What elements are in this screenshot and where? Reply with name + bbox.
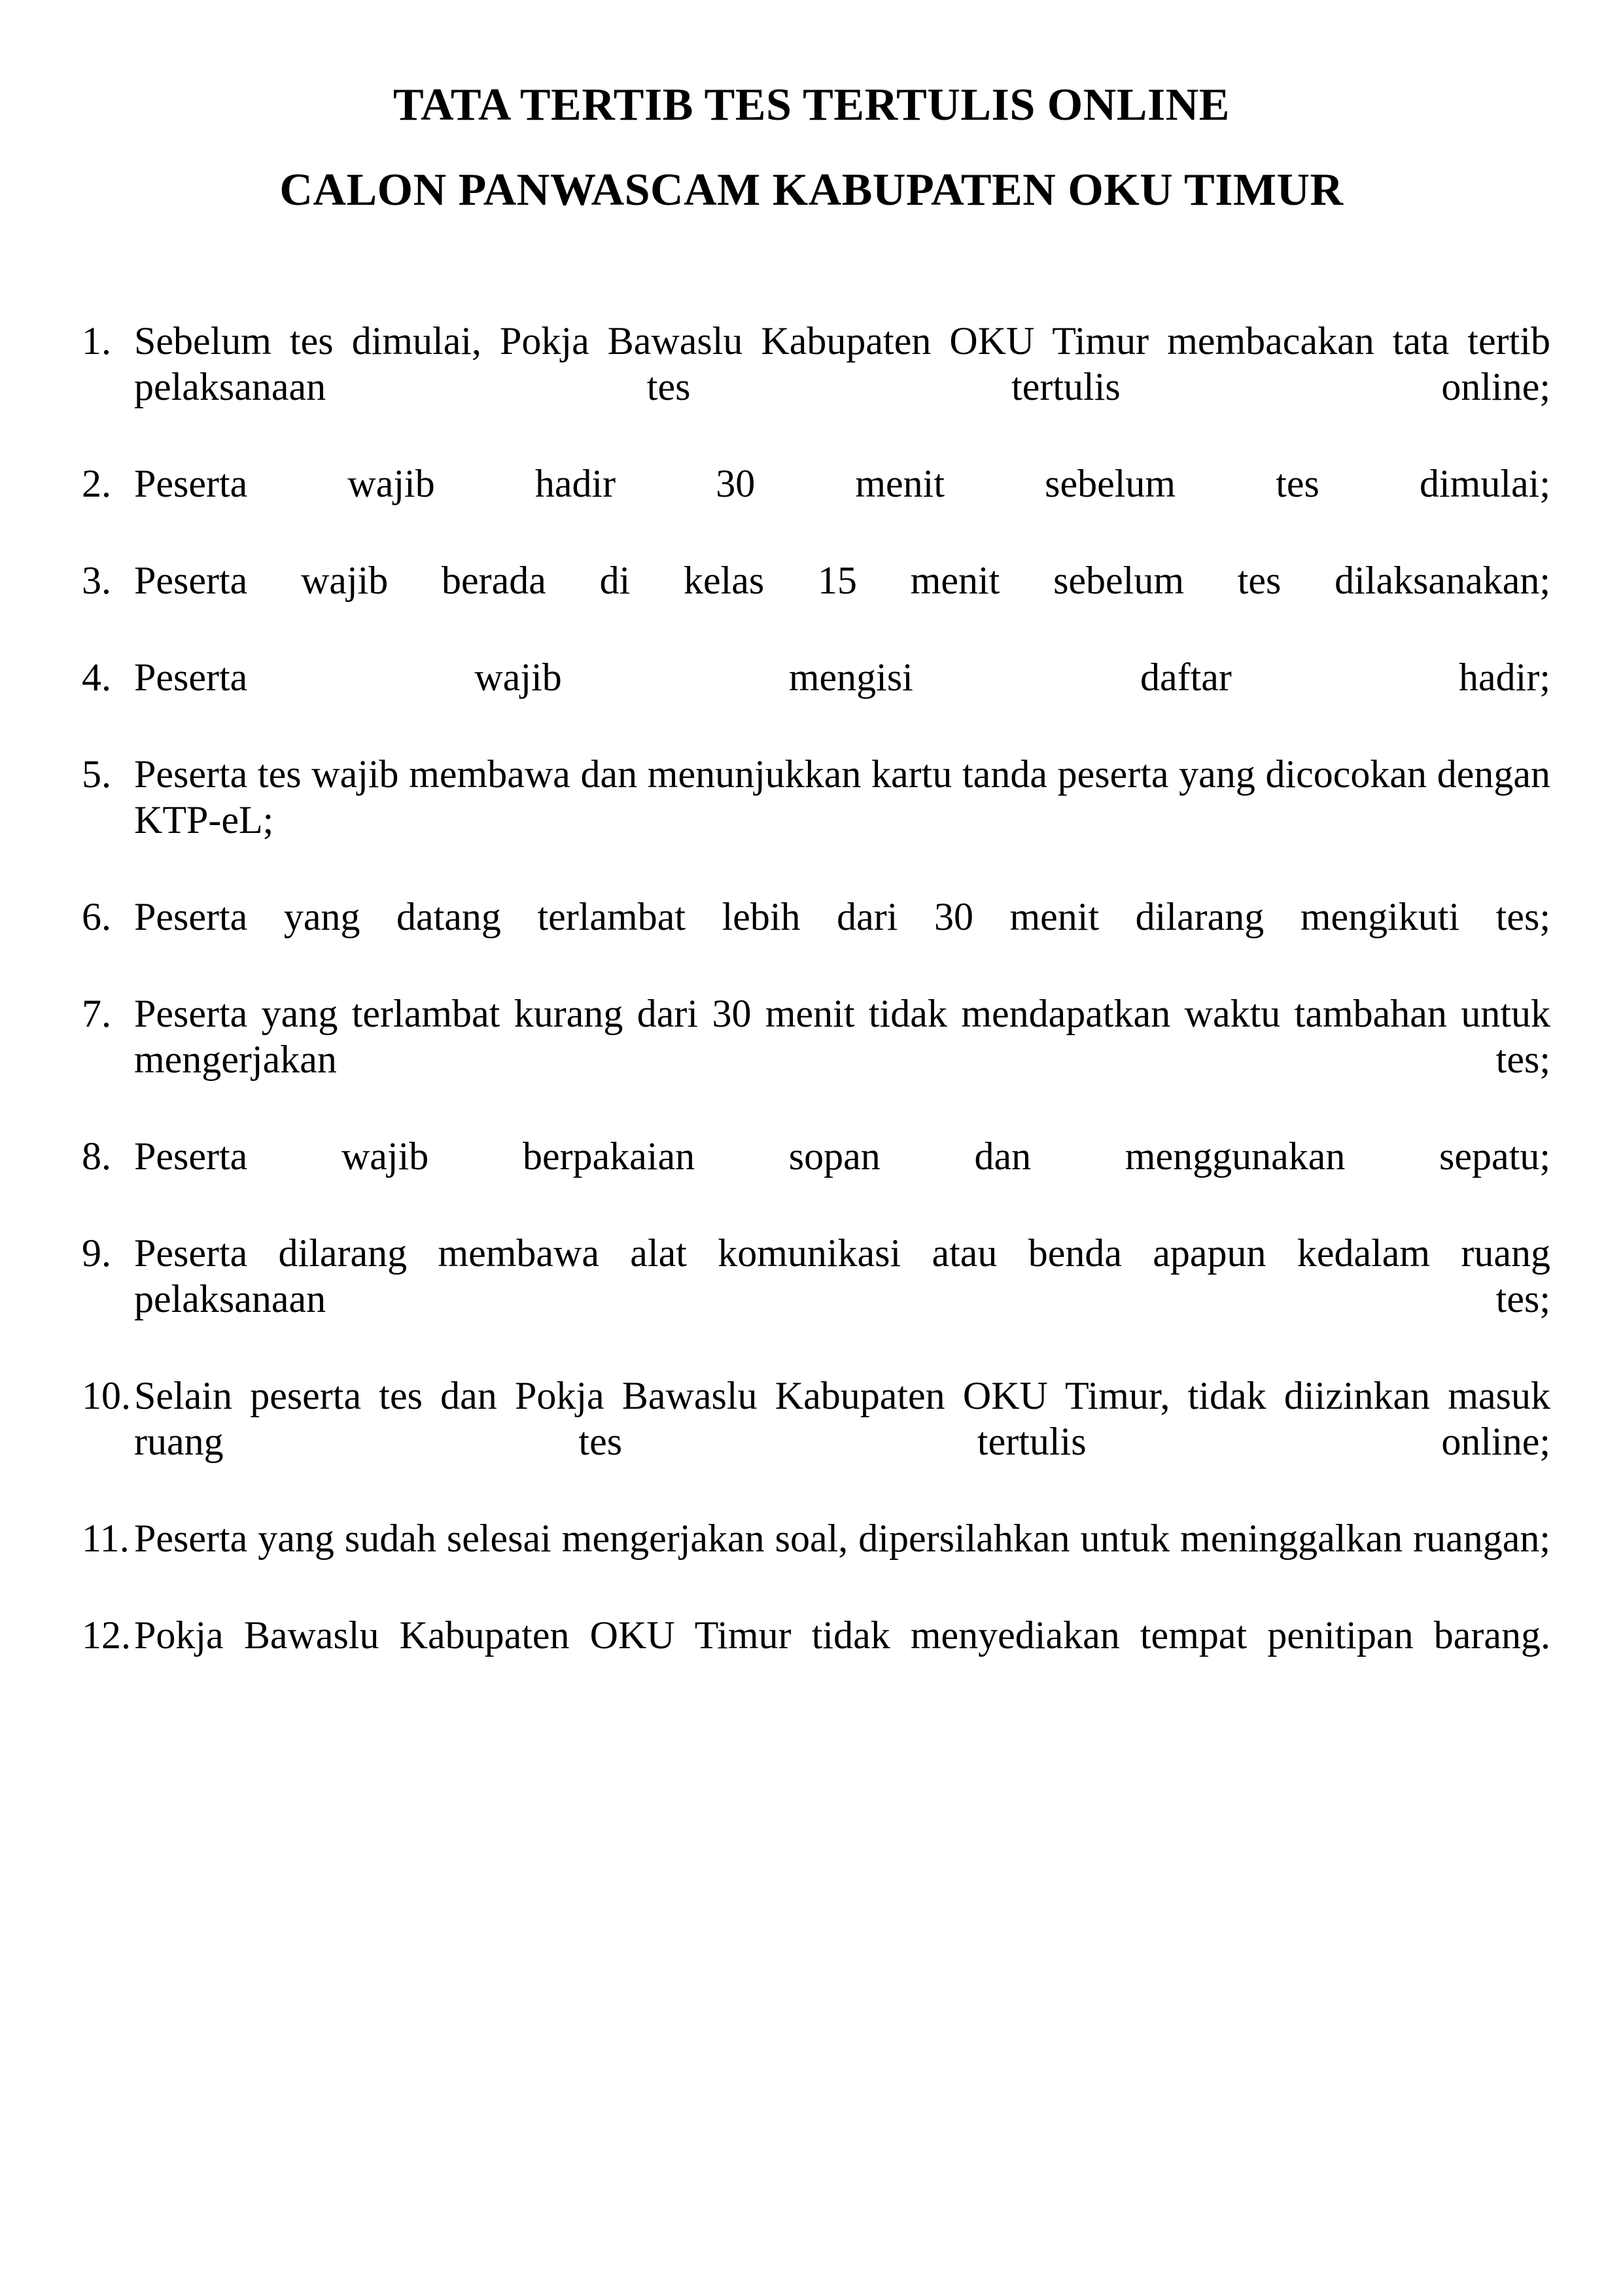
rule-text: Peserta wajib mengisi daftar hadir; <box>134 656 1550 699</box>
rule-number: 5. <box>82 752 111 796</box>
rule-item <box>82 557 1550 649</box>
rule-text: Peserta dilarang membawa alat komunikasi atau benda apapun kedalam ruang pelaksanaan tes; <box>134 1231 1550 1320</box>
rule-number: 2. <box>82 462 111 505</box>
rule-text: Sebelum tes dimulai, Pokja Bawaslu Kabupaten OKU Timur membacakan tata tertib pelaksanaan tes tertulis online; <box>134 319 1550 408</box>
rule-item <box>82 1515 1550 1607</box>
rule-number: 1. <box>82 319 111 362</box>
rule-item <box>82 1373 1550 1510</box>
rule-item <box>82 1133 1550 1225</box>
rule-item <box>82 1230 1550 1368</box>
rules-list <box>0 318 1623 1704</box>
title-line-2: CALON PANWASCAM KABUPATEN OKU TIMUR <box>279 165 1344 215</box>
rule-text: Peserta tes wajib membawa dan menunjukkan kartu tanda peserta yang dicocokan dengan KTP-eL; <box>134 752 1550 841</box>
rule-text: Selain peserta tes dan Pokja Bawaslu Kabupaten OKU Timur, tidak diizinkan masuk ruang tes tertulis online; <box>134 1374 1550 1463</box>
rule-number: 6. <box>82 895 111 938</box>
rule-text: Pokja Bawaslu Kabupaten OKU Timur tidak menyediakan tempat penitipan barang. <box>134 1614 1550 1657</box>
title-line-1: TATA TERTIB TES TERTULIS ONLINE <box>393 80 1230 130</box>
rule-text: Peserta yang terlambat kurang dari 30 menit tidak mendapatkan waktu tambahan untuk mengerjakan tes; <box>134 992 1550 1081</box>
rule-number: 4. <box>82 656 111 699</box>
rule-number: 12. <box>82 1614 131 1657</box>
rule-number: 7. <box>82 992 111 1035</box>
rule-item <box>82 751 1550 889</box>
rule-text: Peserta wajib berpakaian sopan dan menggunakan sepatu; <box>134 1135 1550 1178</box>
rule-text: Peserta wajib hadir 30 menit sebelum tes dimulai; <box>134 462 1550 505</box>
rule-item <box>82 318 1550 455</box>
rule-number: 3. <box>82 559 111 602</box>
rule-item <box>82 654 1550 746</box>
rule-number: 11. <box>82 1517 130 1560</box>
rule-number: 9. <box>82 1231 111 1275</box>
rule-text: Peserta wajib berada di kelas 15 menit sebelum tes dilaksanakan; <box>134 559 1550 602</box>
document-title <box>0 63 1623 233</box>
rule-item <box>82 991 1550 1128</box>
rule-number: 8. <box>82 1135 111 1178</box>
rule-item <box>82 461 1550 552</box>
rule-number: 10. <box>82 1374 131 1417</box>
rule-text: Peserta yang sudah selesai mengerjakan soal, dipersilahkan untuk meninggalkan ruangan; <box>134 1517 1550 1560</box>
rule-text: Peserta yang datang terlambat lebih dari 30 menit dilarang mengikuti tes; <box>134 895 1550 938</box>
rule-item <box>82 894 1550 985</box>
rule-item <box>82 1612 1550 1704</box>
